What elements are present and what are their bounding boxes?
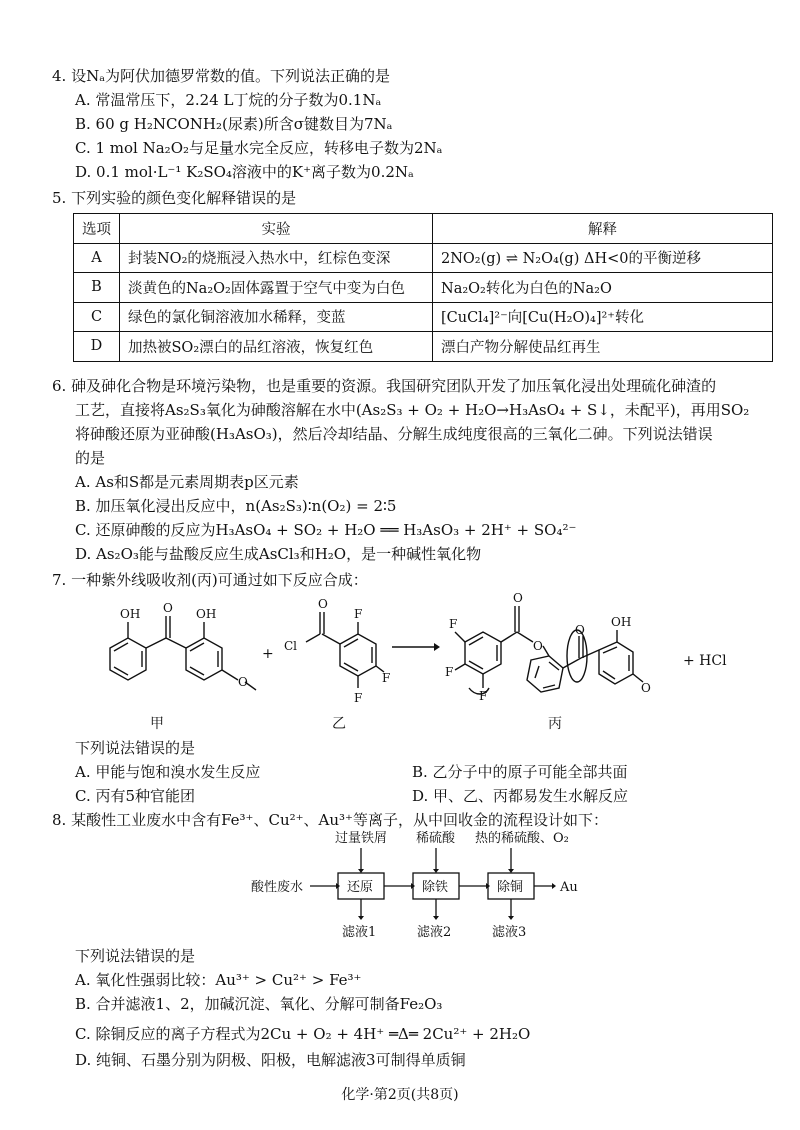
q5-header-explanation: 解释 [433, 214, 773, 244]
q8-sub-stem: 下列说法错误的是 [75, 947, 196, 965]
flow-reagent-2: 稀硫酸 [416, 831, 456, 846]
row-option: A [74, 243, 120, 273]
label-jia: 甲 [150, 716, 164, 732]
q7-option-d: D. 甲、乙、丙都易发生水解反应 [412, 787, 629, 805]
row-experiment: 加热被SO₂漂白的品红溶液，恢复红色 [120, 332, 433, 362]
flow-step-reduce: 还原 [347, 880, 374, 895]
row-option: D [74, 332, 120, 362]
q5-table [73, 213, 773, 362]
flow-filtrate-1: 滤液1 [342, 925, 377, 940]
q4-option-d: D. 0.1 mol·L⁻¹ K₂SO₄溶液中的K⁺离子数为0.2Nₐ [75, 163, 414, 181]
q8-option-c: C. 除铜反应的离子方程式为2Cu + O₂ + 4H⁺ ═Δ═ 2Cu²⁺ + 2H₂O [75, 1025, 531, 1043]
q6-option-b: B. 加压氧化浸出反应中，n(As₂S₃)∶n(O₂) = 2∶5 [75, 497, 397, 515]
q4-stem: 4. 设Nₐ为阿伏加德罗常数的值。下列说法正确的是 [52, 67, 390, 85]
bing-o-methoxy: O [641, 681, 651, 695]
table-row [74, 302, 773, 332]
flow-filtrate-2: 滤液2 [417, 925, 452, 940]
q7-stem: 7. 一种紫外线吸收剂(丙)可通过如下反应合成： [52, 571, 368, 589]
flow-reagent-1: 过量铁屑 [335, 831, 388, 846]
yi-o: O [318, 598, 328, 611]
flow-input: 酸性废水 [251, 880, 304, 895]
q6-option-d: D. As₂O₃能与盐酸反应生成AsCl₃和H₂O，是一种碱性氧化物 [75, 545, 482, 563]
q8-stem: 8. 某酸性工业废水中含有Fe³⁺、Cu²⁺、Au³⁺等离子，从中回收金的流程设计如下： [52, 811, 608, 829]
q6-stem-line-3: 将砷酸还原为亚砷酸(H₃AsO₃)，然后冷却结晶、分解生成纯度很高的三氧化二砷。下列说法错误 [75, 425, 713, 443]
q8-option-b: B. 合并滤液1、2，加碱沉淀、氧化、分解可制备Fe₂O₃ [75, 995, 443, 1013]
flow-step-remove-copper: 除铜 [497, 880, 524, 895]
jia-oh-right: OH [196, 607, 217, 621]
yi-cl: Cl [284, 639, 298, 653]
q5-table-header [74, 214, 773, 244]
structure-yi [282, 598, 392, 708]
flow-filtrate-3: 滤液3 [492, 925, 527, 940]
q6-option-a: A. As和S都是元素周期表p区元素 [75, 473, 299, 491]
row-experiment: 绿色的氯化铜溶液加水稀释，变蓝 [120, 302, 433, 332]
structure-jia [90, 598, 260, 708]
label-bing: 丙 [548, 716, 562, 732]
q8-option-a: A. 氧化性强弱比较：Au³⁺ > Cu²⁺ > Fe³⁺ [75, 971, 362, 989]
row-experiment: 淡黄色的Na₂O₂固体露置于空气中变为白色 [120, 273, 433, 303]
jia-o-methoxy: O [238, 675, 248, 689]
bing-f-2: F [445, 665, 454, 679]
bing-o-carbonyl-1: O [513, 592, 523, 605]
q7-option-a: A. 甲能与饱和溴水发生反应 [75, 763, 261, 781]
table-row [74, 273, 773, 303]
jia-o-carbonyl: O [163, 601, 173, 615]
row-experiment: 封装NO₂的烧瓶浸入热水中，红棕色变深 [120, 243, 433, 273]
reaction-arrow [390, 640, 440, 654]
flow-step-remove-iron: 除铁 [422, 880, 449, 895]
row-explanation: [CuCl₄]²⁻向[Cu(H₂O)₄]²⁺转化 [433, 302, 773, 332]
bing-f-1: F [449, 617, 458, 631]
plus-sign: + [262, 646, 274, 662]
q6-stem-line-2: 工艺，直接将As₂S₃氧化为砷酸溶解在水中(As₂S₃ + O₂ + H₂O→H₃AsO₄ + S↓，未配平)，再用SO₂ [75, 401, 750, 419]
row-option: B [74, 273, 120, 303]
row-explanation: 2NO₂(g) ⇌ N₂O₄(g) ΔH<0的平衡逆移 [433, 243, 773, 273]
row-explanation: Na₂O₂转化为白色的Na₂O [433, 273, 773, 303]
q4-option-c: C. 1 mol Na₂O₂与足量水完全反应，转移电子数为2Nₐ [75, 139, 443, 157]
q5-stem: 5. 下列实验的颜色变化解释错误的是 [52, 189, 297, 207]
yi-f-top: F [354, 607, 363, 621]
table-row [74, 332, 773, 362]
row-option: C [74, 302, 120, 332]
q8-flowchart [240, 828, 600, 948]
q8-option-d: D. 纯铜、石墨分别为阴极、阳极，电解滤液3可制得单质铜 [75, 1051, 466, 1069]
bing-o-carbonyl-2: O [575, 623, 585, 637]
q5-header-experiment: 实验 [120, 214, 433, 244]
yi-f-right: F [382, 671, 391, 685]
q6-stem-line-4: 的是 [75, 449, 106, 467]
q7-option-b: B. 乙分子中的原子可能全部共面 [412, 763, 628, 781]
structure-bing [445, 592, 675, 718]
q4-option-a: A. 常温常压下，2.24 L丁烷的分子数为0.1Nₐ [75, 91, 382, 109]
bing-o-ester: O [533, 639, 543, 653]
yi-f-bottom: F [354, 691, 363, 705]
hcl-product: + HCl [683, 653, 727, 669]
page-footer: 化学·第2页(共8页) [341, 1087, 459, 1103]
flow-output: Au [560, 880, 578, 895]
jia-oh-left: OH [120, 607, 141, 621]
q6-option-c: C. 还原砷酸的反应为H₃AsO₄ + SO₂ + H₂O ══ H₃AsO₃ + 2H⁺ + SO₄²⁻ [75, 521, 577, 539]
bing-oh: OH [611, 615, 632, 629]
flow-reagent-3: 热的稀硫酸、O₂ [475, 831, 569, 846]
table-row [74, 243, 773, 273]
q7-sub-stem: 下列说法错误的是 [75, 739, 196, 757]
q4-option-b: B. 60 g H₂NCONH₂(尿素)所含σ键数目为7Nₐ [75, 115, 393, 133]
row-explanation: 漂白产物分解使品红再生 [433, 332, 773, 362]
q7-option-c: C. 丙有5种官能团 [75, 787, 196, 805]
bing-f-3: F [479, 689, 488, 703]
q5-header-option: 选项 [74, 214, 120, 244]
q6-stem-line-1: 6. 砷及砷化合物是环境污染物，也是重要的资源。我国研究团队开发了加压氧化浸出处理硫化砷渣的 [52, 377, 717, 395]
label-yi: 乙 [332, 716, 346, 732]
